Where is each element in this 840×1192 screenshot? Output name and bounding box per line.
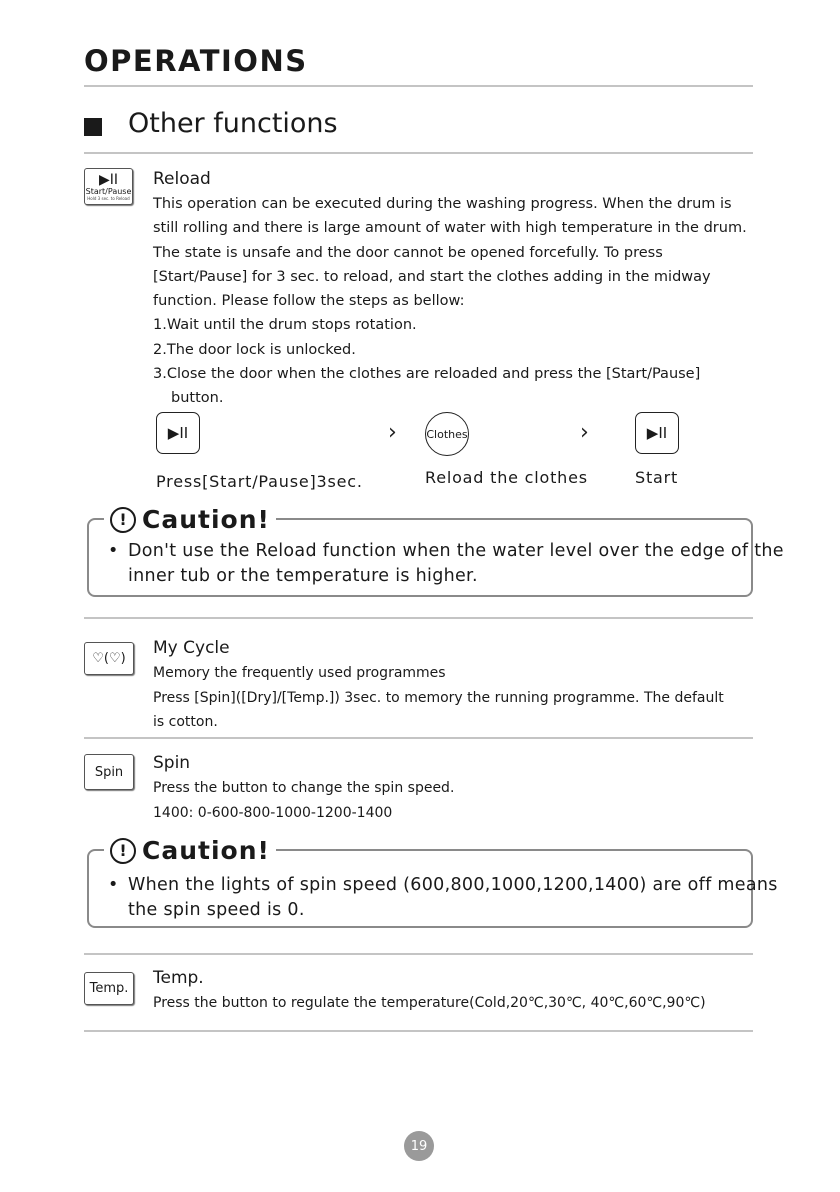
page-number: 19 bbox=[404, 1131, 434, 1161]
spin-icon-label: Spin bbox=[94, 764, 124, 780]
spin-line: Press the button to change the spin speed. bbox=[153, 780, 455, 796]
caution-line: inner tub or the temperature is higher. bbox=[128, 566, 478, 586]
start-pause-caption: Start/Pause bbox=[85, 186, 132, 196]
reload-title: Reload bbox=[153, 169, 211, 189]
reload-line: The state is unsafe and the door cannot be opened forcefully. To press bbox=[153, 244, 663, 261]
my-cycle-title: My Cycle bbox=[153, 638, 230, 658]
divider bbox=[84, 737, 753, 739]
spin-button-icon bbox=[84, 754, 134, 790]
section-rule bbox=[84, 152, 753, 154]
chevron-right-icon: › bbox=[388, 420, 397, 445]
reload-step: 1.Wait until the drum stops rotation. bbox=[153, 317, 417, 334]
step-label-start: Start bbox=[635, 468, 679, 487]
caution-heading bbox=[104, 836, 276, 865]
my-cycle-section bbox=[153, 635, 724, 735]
temp-section bbox=[153, 965, 706, 1016]
bullet-icon: • bbox=[108, 541, 119, 561]
step-start-pause-icon: ▶II bbox=[156, 412, 200, 454]
my-cycle-line: Press [Spin]([Dry]/[Temp.]) 3sec. to memory the running programme. The default bbox=[153, 689, 724, 706]
reload-line: This operation can be executed during the washing progress. When the drum is bbox=[153, 196, 732, 212]
section-title: Other functions bbox=[128, 108, 338, 139]
caution-line: the spin speed is 0. bbox=[128, 900, 305, 920]
spin-line: 1400: 0-600-800-1000-1200-1400 bbox=[153, 804, 393, 821]
reload-step-continuation: button. bbox=[171, 390, 224, 407]
bullet-icon: • bbox=[108, 875, 119, 895]
temp-button-icon bbox=[84, 972, 134, 1005]
start-pause-button-icon bbox=[84, 168, 133, 205]
reload-step: 2.The door lock is unlocked. bbox=[153, 341, 356, 358]
caution-line: Don't use the Reload function when the water level over the edge of the bbox=[128, 541, 784, 561]
divider bbox=[84, 617, 753, 619]
caution-text bbox=[108, 873, 778, 923]
my-cycle-line: is cotton. bbox=[153, 714, 218, 730]
my-cycle-line: Memory the frequently used programmes bbox=[153, 665, 446, 681]
step-label-press: Press[Start/Pause]3sec. bbox=[156, 472, 363, 491]
temp-line: Press the button to regulate the temperature(Cold,20℃,30℃, 40℃,60℃,90℃) bbox=[153, 995, 706, 1011]
my-cycle-button-icon bbox=[84, 642, 134, 675]
exclamation-icon: ! bbox=[110, 838, 136, 864]
reload-section bbox=[153, 166, 747, 411]
caution-text bbox=[108, 539, 784, 589]
temp-title: Temp. bbox=[153, 968, 204, 988]
caution-line: When the lights of spin speed (600,800,1000,1200,1400) are off means bbox=[128, 875, 778, 895]
spin-title: Spin bbox=[153, 753, 191, 773]
title-rule bbox=[84, 85, 753, 87]
step-start-icon: ▶II bbox=[635, 412, 679, 454]
caution-title: Caution! bbox=[142, 836, 270, 865]
temp-icon-label: Temp. bbox=[89, 981, 129, 996]
reload-line: [Start/Pause] for 3 sec. to reload, and start the clothes adding in the midway bbox=[153, 268, 711, 285]
play-pause-icon: ▶II bbox=[98, 171, 119, 188]
caution-heading bbox=[104, 505, 276, 534]
start-pause-subcaption: Hold 3 sec. to Reload bbox=[87, 195, 130, 201]
reload-line: function. Please follow the steps as bellow: bbox=[153, 293, 465, 310]
divider bbox=[84, 953, 753, 955]
section-bullet-icon bbox=[84, 118, 102, 136]
reload-line: still rolling and there is large amount of water with high temperature in the drum. bbox=[153, 220, 747, 237]
reload-step: 3.Close the door when the clothes are reloaded and press the [Start/Pause] bbox=[153, 366, 701, 383]
spin-section bbox=[153, 750, 454, 825]
page-title: OPERATIONS bbox=[84, 44, 308, 78]
clothes-icon: Clothes bbox=[425, 412, 469, 456]
divider bbox=[84, 1030, 753, 1032]
exclamation-icon: ! bbox=[110, 507, 136, 533]
step-label-reload: Reload the clothes bbox=[425, 468, 588, 487]
heart-icon: ♡(♡) bbox=[92, 651, 126, 666]
caution-title: Caution! bbox=[142, 505, 270, 534]
chevron-right-icon: › bbox=[580, 420, 589, 445]
